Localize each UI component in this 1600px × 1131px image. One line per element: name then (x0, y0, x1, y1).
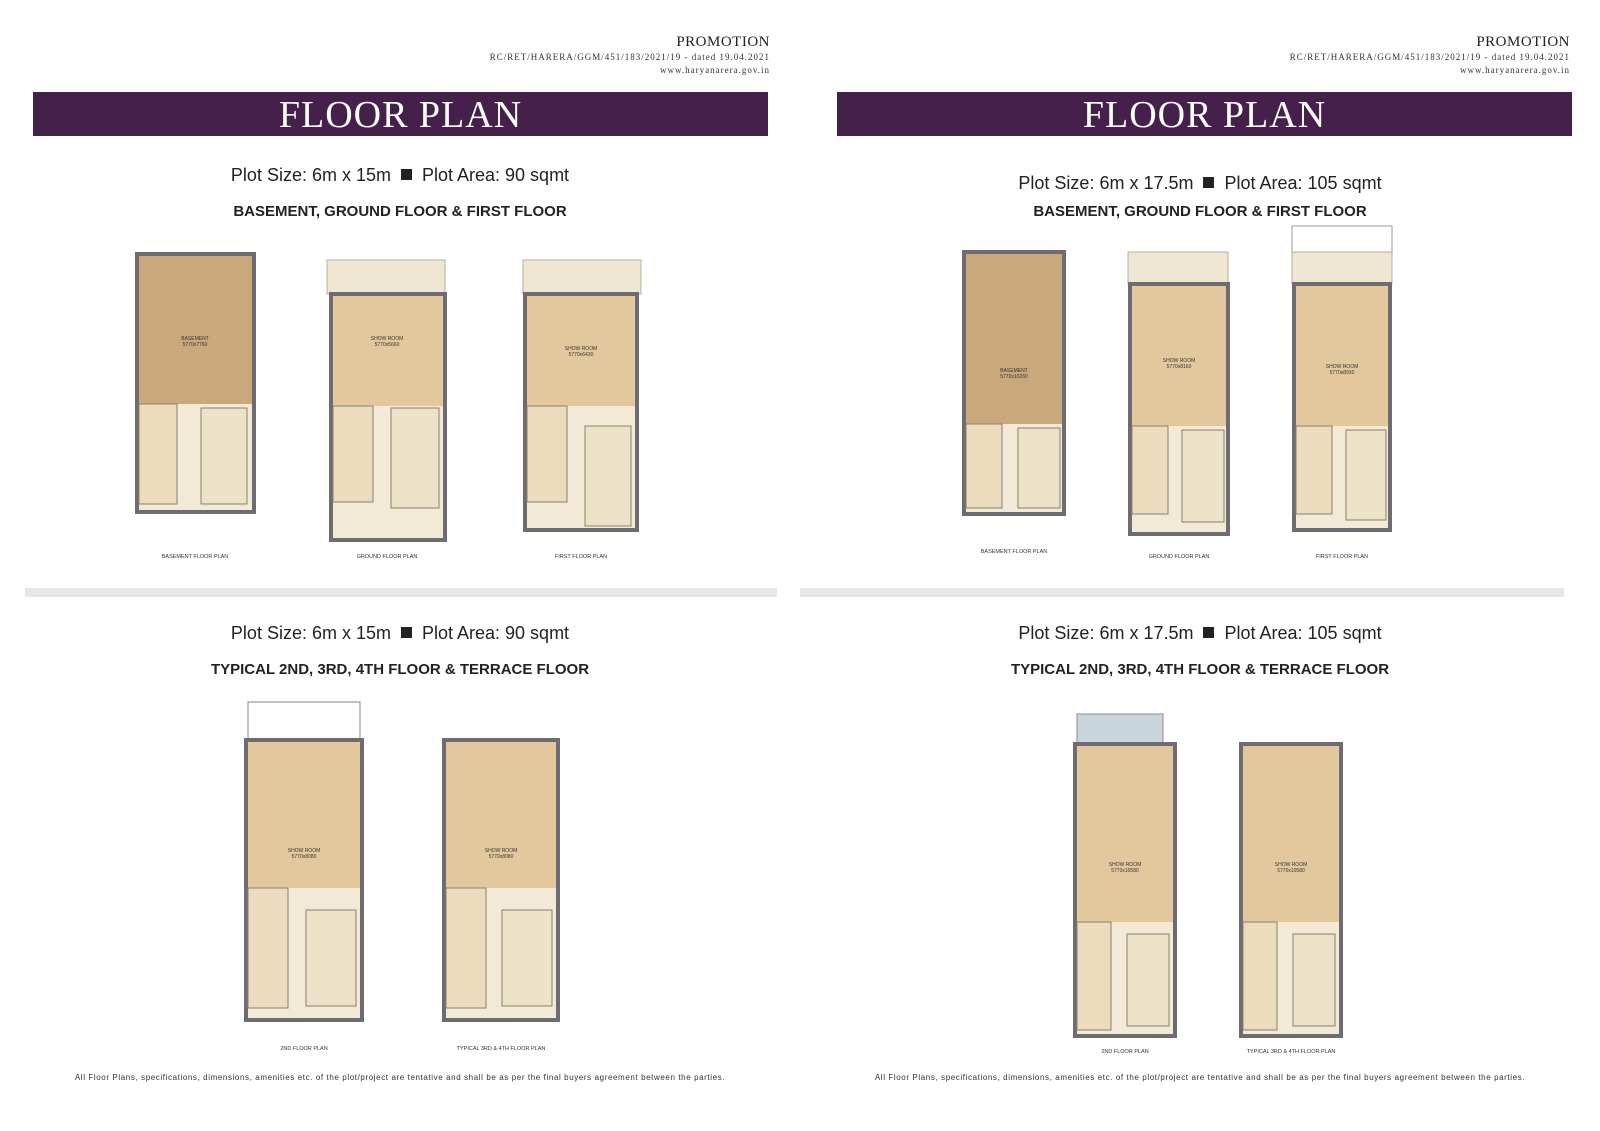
second-room-dims: 5770x10580 (1111, 868, 1139, 874)
basement-plan (964, 252, 1064, 555)
typical-room-label: SHOW ROOM (484, 848, 518, 854)
second-plan-label: 2ND FLOOR PLAN (280, 1046, 328, 1052)
plot-area: Plot Area: 105 sqmt (1224, 623, 1382, 643)
second-floor-plan (246, 702, 362, 1052)
typical-room-dims: 5770x8080 (488, 854, 514, 860)
section-subtitle-2: TYPICAL 2ND, 3RD, 4TH FLOOR & TERRACE FLOOR (1010, 661, 1390, 678)
first-plan-label: FIRST FLOOR PLAN (554, 554, 608, 560)
second-room-dims: 5770x8080 (291, 854, 317, 860)
typical-room-dims: 5770x10580 (1277, 868, 1305, 874)
ground-room-label: SHOW ROOM (1162, 358, 1196, 364)
plot-info (800, 173, 1600, 194)
floor-plans-row-1 (115, 222, 685, 577)
disclaimer: All Floor Plans, specifications, dimensions, amenities etc. of the plot/project are tentative and shall be as per the final buyers agreement between the parties. (74, 1073, 726, 1082)
typical-plan-label: TYPICAL 3RD & 4TH FLOOR PLAN (1246, 1049, 1336, 1055)
plot-area: Plot Area: 105 sqmt (1224, 173, 1382, 193)
plot-area: Plot Area: 90 sqmt (421, 623, 570, 643)
typical-floor-plan (444, 740, 558, 1052)
section-subtitle: BASEMENT, GROUND FLOOR & FIRST FLOOR (1033, 203, 1367, 220)
disclaimer: All Floor Plans, specifications, dimensions, amenities etc. of the plot/project are tentative and shall be as per the final buyers agreement between the parties. (874, 1073, 1526, 1082)
ground-room-dims: 5770x5660 (374, 342, 400, 348)
second-plan-label: 2ND FLOOR PLAN (1101, 1049, 1149, 1055)
promotion-label: PROMOTION (1476, 34, 1570, 50)
ground-floor-plan (1128, 252, 1228, 560)
floor-plan-banner: FLOOR PLAN (33, 92, 768, 136)
plot-size: Plot Size: 6m x 17.5m (1018, 173, 1194, 193)
first-floor-plan (1292, 226, 1392, 560)
first-plan-label: FIRST FLOOR PLAN (1315, 554, 1369, 560)
second-floor-plan (1075, 714, 1175, 1055)
promotion-header (1290, 34, 1570, 77)
basement-plan (137, 254, 254, 560)
promotion-header (490, 34, 770, 77)
first-room-label: SHOW ROOM (1325, 364, 1359, 370)
square-bullet-icon (401, 627, 412, 638)
ground-plan-label: GROUND FLOOR PLAN (1148, 554, 1210, 560)
first-room-dims: 5770x8930 (1329, 370, 1355, 376)
floor-plans-row-2 (220, 700, 580, 1062)
floor-plans-row-2 (1035, 700, 1365, 1062)
basement-plan-label: BASEMENT FLOOR PLAN (161, 554, 229, 560)
floor-plan-banner: FLOOR PLAN (837, 92, 1572, 136)
section-subtitle: BASEMENT, GROUND FLOOR & FIRST FLOOR (233, 203, 567, 220)
basement-room-label: BASEMENT (1000, 368, 1028, 374)
typical-room-label: SHOW ROOM (1274, 862, 1308, 868)
first-room-label: SHOW ROOM (564, 346, 598, 352)
plot-size: Plot Size: 6m x 15m (230, 623, 391, 643)
basement-room-dims: 5770x10260 (1000, 374, 1028, 380)
floor-plans-row-1 (940, 222, 1460, 577)
basement-plan-label: BASEMENT FLOOR PLAN (980, 549, 1048, 555)
section-subtitle-2: TYPICAL 2ND, 3RD, 4TH FLOOR & TERRACE FLOOR (210, 661, 590, 678)
page-left (0, 0, 780, 1131)
square-bullet-icon (401, 169, 412, 180)
basement-room-dims: 5770x7760 (182, 342, 208, 348)
plot-area: Plot Area: 90 sqmt (421, 165, 570, 185)
section-divider (800, 588, 1564, 597)
basement-room-label: BASEMENT (181, 336, 209, 342)
registration-number: RC/RET/HARERA/GGM/451/183/2021/19 - dated 19.04.2021 (489, 52, 770, 62)
square-bullet-icon (1203, 627, 1214, 638)
promotion-label: PROMOTION (676, 34, 770, 50)
plot-size: Plot Size: 6m x 15m (230, 165, 391, 185)
registration-number: RC/RET/HARERA/GGM/451/183/2021/19 - dated 19.04.2021 (1289, 52, 1570, 62)
plot-size: Plot Size: 6m x 17.5m (1018, 623, 1194, 643)
first-floor-plan (523, 260, 641, 560)
plot-info (0, 165, 800, 186)
page-right (800, 0, 1580, 1131)
typical-plan-label: TYPICAL 3RD & 4TH FLOOR PLAN (456, 1046, 546, 1052)
typical-floor-plan (1241, 744, 1341, 1055)
plot-info-2 (0, 623, 800, 644)
website-link[interactable]: www.haryanarera.gov.in (659, 65, 770, 75)
ground-room-dims: 5770x8160 (1166, 364, 1192, 370)
second-room-label: SHOW ROOM (1108, 862, 1142, 868)
second-room-label: SHOW ROOM (287, 848, 321, 854)
website-link[interactable]: www.haryanarera.gov.in (1459, 65, 1570, 75)
first-room-dims: 5770x6430 (568, 352, 594, 358)
square-bullet-icon (1203, 177, 1214, 188)
section-divider (25, 588, 777, 597)
ground-plan-label: GROUND FLOOR PLAN (356, 554, 418, 560)
plot-info-2 (800, 623, 1600, 644)
ground-room-label: SHOW ROOM (370, 336, 404, 342)
ground-floor-plan (327, 260, 445, 560)
